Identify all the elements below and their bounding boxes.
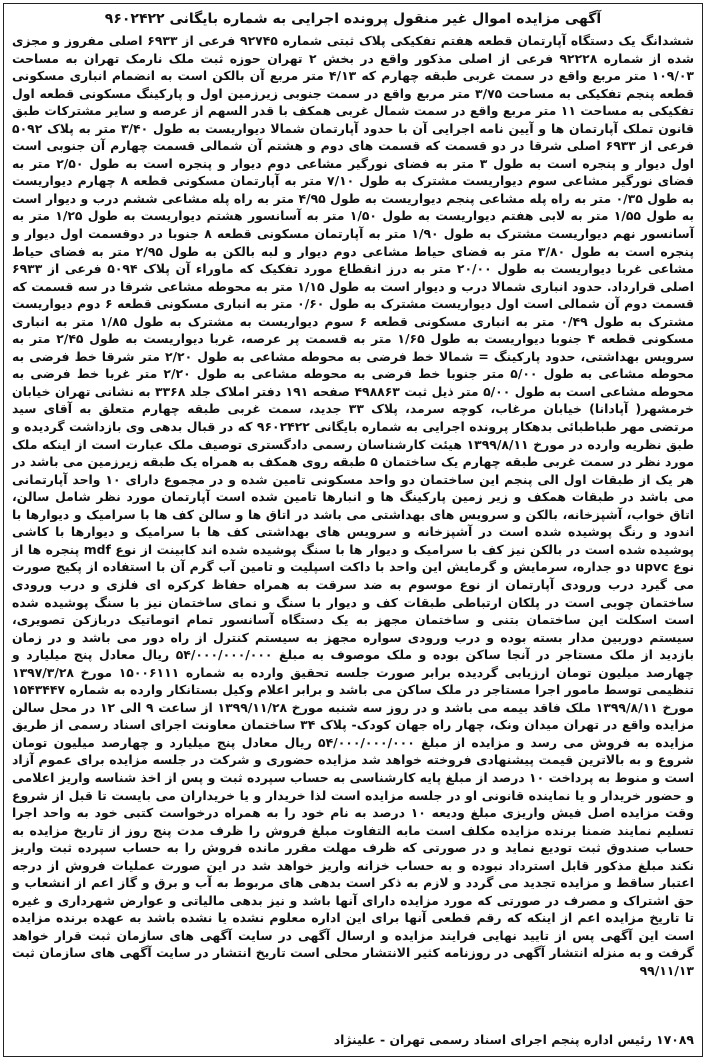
notice-body: ششدانگ یک دستگاه آپارتمان قطعه هفتم تفکیکی پلاک ثبتی شماره ۹۲۷۴۵ فرعی از ۶۹۳۳ اصلی مفروز و مجزی شده از شماره ۹۲۲۲۸ فرعی از اصلی مذکور واقع در بخش ۲ تهران حوزه ثبت ملک نارمک تهران به مساحت ۱۰۹/۰۳ متر مربع واقع در سمت غربی طبقه چهارم که ۴/۱۳ متر مربع آن بالکن است به انضمام انباری مسکونی قطعه پنجم تفکیکی به مساحت ۳/۷۵ متر مربع واقع در سمت جنوبی زیرزمین اول و پارکینگ مسکونی قطعه اول تفکیکی به مساحت ۱۱ متر مربع واقع در سمت شمال غربی همکف با قدر السهم از عرصه و سایر مشترکات طبق قانون تملک آپارتمان ها و آیین نامه اجرایی آن با حدود آپارتمان شمالا دیواریست به طول ۳/۴۰ متر به پلاک ۵۰۹۲ فرعی از ۶۹۳۳ اصلی شرقا در دو قسمت که قسمت های دوم و هشتم آن شمالی قسمت چهارم آن جنوبی است اول دیوار و پنجره است به طول ۳ متر به فضای نورگیر مشاعی دوم دیوار و پنجره است به طول ۲/۵۰ متر به فضای نورگیر مشاعی سوم دیواریست مشترک به طول ۷/۱۰ متر به آپارتمان مسکونی قطعه ۸ چهارم دیواریست به طول ۰/۳۵ متر به راه پله مشاعی پنجم دیواریست به طول ۴/۹۵ متر به راه پله مشاعی ششم درب و دیوار است به طول ۱/۵۵ متر به لابی هفتم دیواریست به طول ۱/۵۰ متر به آسانسور هشتم دیواریست به طول ۱/۲۵ متر به آسانسور نهم دیواریست مشترک به طول ۱/۹۰ متر به آپارتمان مسکونی قطعه ۸ جنوبا در دوقسمت اول دیوار و پنجره است به طول ۳/۸۰ متر به فضای حیاط مشاعی دوم دیوار و لبه بالکن به طول ۲/۹۵ متر به فضای حیاط مشاعی غربا دیواریست به طول ۲۰/۰۰ متر به درز انقطاع مورد تفکیک که ماوراء آن پلاک ۵۰۹۴ فرعی از ۶۹۳۳ اصلی قرارداد. حدود انباری شمالا درب و دیوار است به طول ۱/۱۵ متر به محوطه مشاعی شرقا در سه قسمت که قسمت دوم آن شمالی است اول دیواریست مشترک به طول ۰/۶۰ متر به انباری مسکونی قطعه ۶ دوم دیواریست مشترک به طول ۰/۴۹ متر به انباری مسکونی قطعه ۶ سوم دیواریست به مشترک به طول ۱/۸۵ متر به انباری مسکونی قطعه ۴ جنوبا دیواریست به طول ۱/۶۵ متر به قسمت پر عرصه، غربا دیواریست به طول ۲/۴۵ متر به سرویس بهداشتی، حدود پارکینگ = شمالا خط فرضی به محوطه مشاعی به طول ۲/۲۰ متر شرقا خط فرضی به محوطه مشاعی به طول ۵/۰۰ متر جنوبا خط فرضی به محوطه مشاعی به طول ۲/۲۰ متر غربا خط فرضی به محوطه مشاعی است به طول ۵/۰۰ متر ذیل ثبت ۴۹۸۸۶۳ صفحه ۱۹۱ دفتر املاک جلد ۳۳۶۸ به نشانی تهران خیابان خرمشهر( آپادانا) خیابان مرغاب، کوچه سرمد، پلاک ۳۳ جدید، سمت غربی طبقه چهارم متعلق به آقای سید مرتضی مهر طباطبائی بدهکار پرونده اجرایی به شماره بایگانی ۹۶۰۲۴۲۲ که در قبال بدهی وی بازداشت گردیده و طبق نظریه وارده در مورخ ۱۳۹۹/۸/۱۱ هیئت کارشناسان رسمی دادگستری توصیف ملک عبارت است از اینکه ملک مورد نظر در سمت غربی طبقه چهارم یک ساختمان ۵ طبقه روی همکف به همراه یک طبقه زیرزمین می باشد در هر یک از طبقات اول الی پنجم این ساختمان دو واحد مسکونی تامین شده و در مجموع دارای ۱۰ واحد آپارتمانی می باشد در طبقات همکف و زیر زمین پارکینگ ها و انبارها تامین شده است آپارتمان مورد نظر شامل سالن، اتاق خواب، آشپزخانه، بالکن و سرویس های بهداشتی می باشد در اتاق ها و سالن کف ها با سرامیک و دیوارها با اندود و رنگ پوشیده شده است در آشپزخانه و سرویس های بهداشتی کف ها با سرامیک و دیوارها با کاشی پوشیده شده است در بالکن نیز کف با سرامیک و دیوار ها با سنگ پوشیده شده اند کابینت از نوع mdf پنجره ها از نوع upvc دو جداره، سرمایش و گرمایش این واحد با داکت اسپلیت و تامین آب گرم آن با استفاده از پکیج صورت می گیرد درب ورودی آپارتمان از نوع موسوم به ضد سرقت به همراه حفاظ کرکره ای فلزی و درب ورودی ساختمان چوبی است در پلکان ارتباطی طبقات کف و دیوار با سنگ و نمای ساختمان نیز با سنگ پوشیده شده است اسکلت این ساختمان بتنی و ساختمان مجهز به یک دستگاه آسانسور تمام اتوماتیک دربازکن تصویری، سیستم دوربین مدار بسته بوده و درب ورودی سواره مجهز به سیستم کنترل از راه دور می باشد و در زمان بازدید از ملک مستاجر در آنجا ساکن بوده و ملک موصوف به مبلغ ۵۴/۰۰۰/۰۰۰/۰۰۰ ریال معادل پنج میلیارد و چهارصد میلیون تومان ارزیابی گردیده برابر صورت جلسه تحقیق وارده به شماره ۱۵۰۰۶۱۱۱ مورخ ۱۳۹۷/۳/۲۸ تنظیمی توسط مامور اجرا مستاجر در ملک ساکن می باشد و برابر اعلام وکیل بستانکار وارده به شماره ۱۵۴۳۴۴۷ مورخ ۱۳۹۹/۸/۱۱ ملک فاقد بیمه می باشد و در روز سه شنبه مورخ ۱۳۹۹/۱۱/۲۸ از ساعت ۹ الی ۱۲ در محل سالن مزایده واقع در تهران میدان ونک، چهار راه جهان کودک- پلاک ۳۴ ساختمان معاونت اجرای اسناد رسمی از طریق مزایده به فروش می رسد و مزایده از مبلغ ۵۴/۰۰۰/۰۰۰/۰۰۰ ریال معادل پنج میلیارد و چهارصد میلیون تومان شروع و به بالاترین قیمت پیشنهادی فروخته خواهد شد مزایده حضوری و شرکت در جلسه مزایده برای عموم آزاد است و منوط به پرداخت ۱۰ درصد از مبلغ پایه کارشناسی به حساب سپرده ثبت و پس از اخذ شناسه واریز اعلامی و حضور خریدار و یا نماینده قانونی او در جلسه مزایده است لذا خریدار و یا خریداران می بایست تا قبل از شروع وقت مزایده اصل فیش واریزی مبلغ ودیعه ۱۰ درصد به نام خود را به همراه درخواست کتبی خود به واحد اجرا تسلیم نمایند ضمنا برنده مزایده مکلف است مابه التفاوت مبلغ فروش را ظرف مدت پنج روز از تاریخ مزایده به حساب صندوق ثبت تودیع نماید و در صورتی که ظرف مهلت مقرر مانده فروش را به حساب سپرده ثبت واریز نکند مبلغ مذکور قابل استرداد نبوده و به حساب خزانه واریز خواهد شد در این صورت عملیات فروش از درجه اعتبار ساقط و مزایده تجدید می گردد و لازم به ذکر است بدهی های مربوط به آب و برق و گاز اعم از انشعاب و حق اشتراک و مصرف در صورتی که مورد مزایده دارای آنها باشد و نیز بدهی مالیاتی و عوارض شهرداری و غیره تا تاریخ مزایده اعم از اینکه که رقم قطعی آنها برای این اداره معلوم نشده یا نشده باشد به عهده برنده مزایده است این آگهی پس از تایید نهایی فرایند مزایده و ارسال آگهی در سایت آگهی های سازمان ثبت قرار خواهد گرفت و به منزله انتشار آگهی در روزنامه کثیر الانتشار محلی است تاریخ انتشار در سایت آگهی های سازمان ثبت ۹۹/۱۱/۱۳ (12, 33, 695, 978)
notice-frame (3, 3, 703, 1057)
notice-signature: ۱۷۰۸۹ رئیس اداره پنجم اجرای اسناد رسمی تهران - علینژاد (333, 1032, 694, 1047)
notice-title: آگهی مزایده اموال غیر منقول پرونده اجرایی به شماره بایگانی ۹۶۰۲۴۲۲ (104, 11, 602, 27)
